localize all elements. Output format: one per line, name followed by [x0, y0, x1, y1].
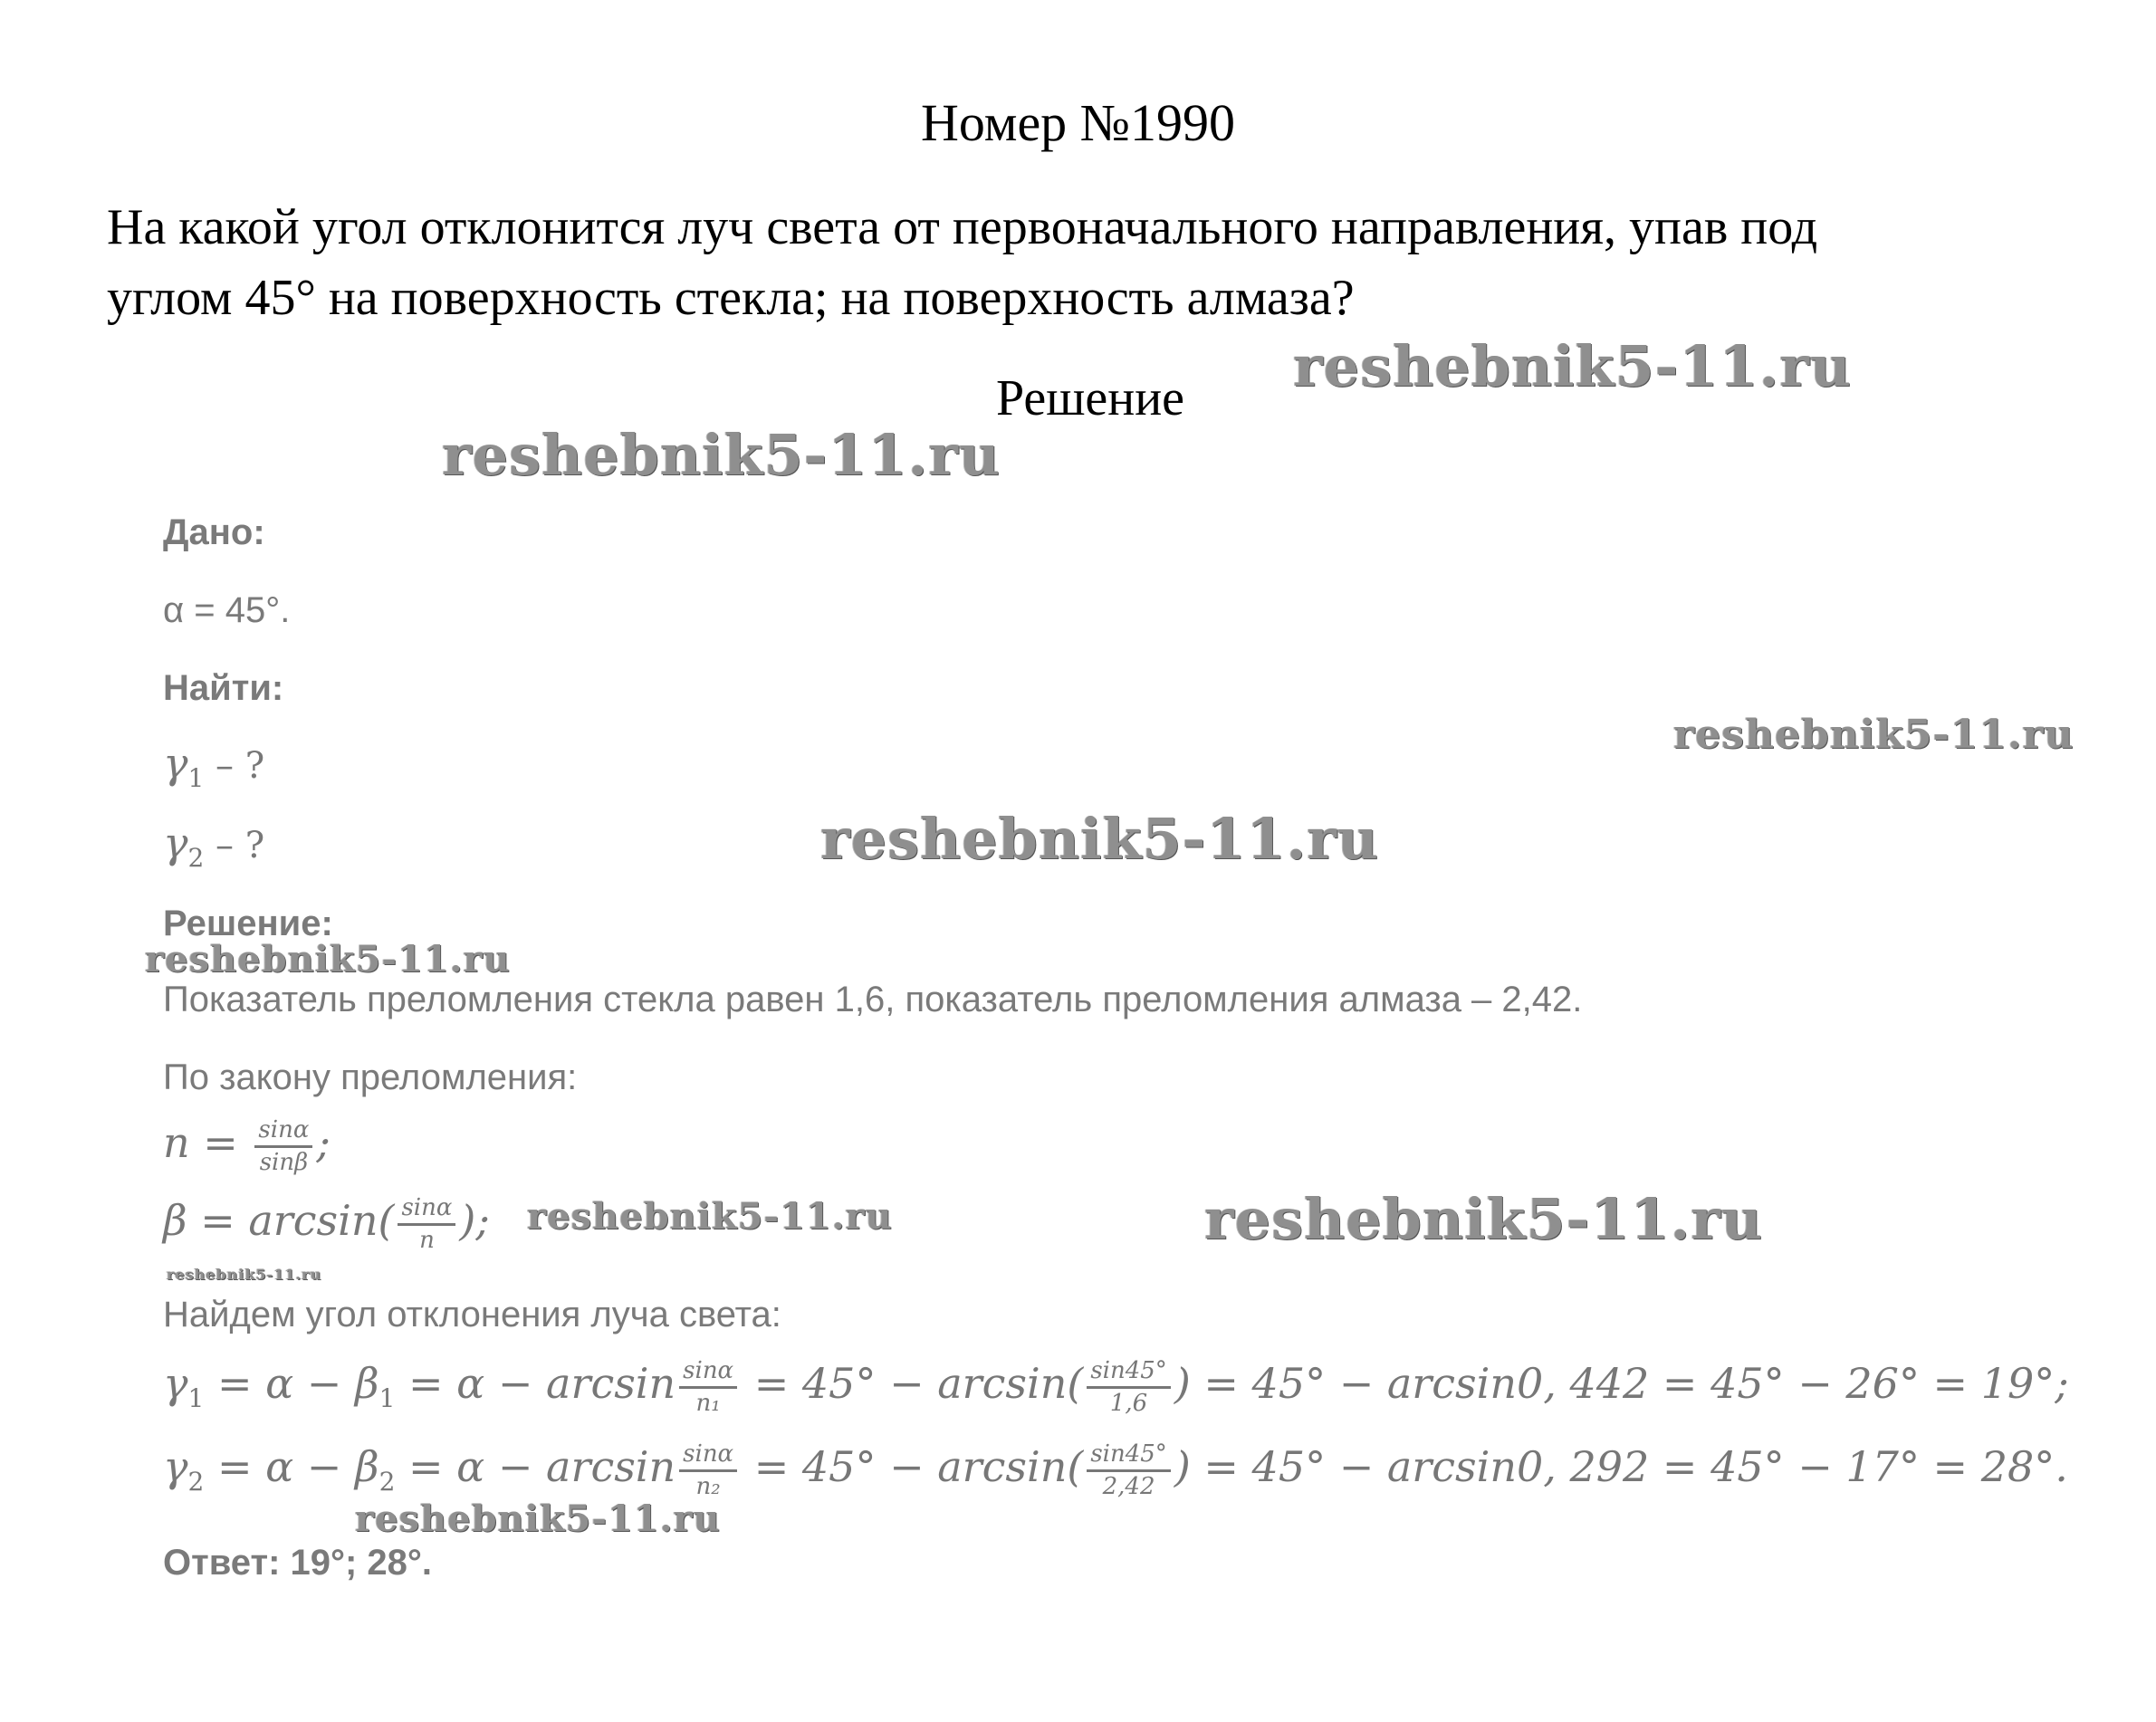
watermark: reshebnik5-11.ru	[1293, 333, 1852, 399]
formula-beta: β = arcsin( $\frac{\sin\alpha}{n}$ );	[163, 1194, 490, 1254]
formula-n: n = $\frac{\sin\alpha}{\sin\beta}$ ;	[163, 1116, 331, 1176]
watermark: reshebnik5-11.ru	[145, 938, 511, 981]
page-title: Номер №1990	[920, 93, 1236, 152]
solution-label: Решение:	[163, 904, 333, 943]
solution-heading: Решение	[996, 370, 1185, 426]
problem-line-1: На какой угол отклонится луч света от первоначального направления, упав под	[107, 199, 1818, 255]
find-label: Найти:	[163, 668, 284, 708]
watermark: reshebnik5-11.ru	[442, 422, 1001, 488]
watermark: reshebnik5-11.ru	[527, 1195, 893, 1238]
equation-gamma2: $\gamma_2 = \alpha - \beta_2 = \alpha - \arcsin$ $\frac{\sin\alpha}{\text{n₂}}$ = 45° − arcsin( $\frac{\sin 45^\circ}{2,42}$ ) = 45° − arcsin0, 292 = 45° − 17° = 28°.	[163, 1440, 2068, 1500]
find-gamma1: $\gamma_1$ – ?	[163, 739, 265, 793]
watermark: reshebnik5-11.ru	[1673, 712, 2075, 758]
answer-text: Ответ: 19°; 28°.	[163, 1543, 433, 1583]
refraction-law-text: По закону преломления:	[163, 1057, 578, 1097]
find-gamma2: $\gamma_2$ – ?	[163, 818, 265, 873]
watermark: reshebnik5-11.ru	[1204, 1186, 1763, 1252]
problem-line-2: углом 45° на поверхность стекла; на поверхность алмаза?	[107, 270, 1355, 326]
watermark: reshebnik5-11.ru	[820, 806, 1379, 872]
given-alpha: α = 45°.	[163, 590, 291, 630]
refractive-indices-text: Показатель преломления стекла равен 1,6, показатель преломления алмаза – 2,42.	[163, 980, 1583, 1019]
deviation-text: Найдем угол отклонения луча света:	[163, 1295, 781, 1335]
given-label: Дано:	[163, 512, 265, 552]
equation-gamma1: $\gamma_1 = \alpha - \beta_1 = \alpha - \arcsin$ $\frac{\sin\alpha}{\text{n₁}}$ = 45° − arcsin( $\frac{\sin 45^\circ}{1,6}$ ) = 45° − arcsin0, 442 = 45° − 26° = 19°;	[163, 1357, 2069, 1417]
watermark: reshebnik5-11.ru	[167, 1266, 322, 1283]
problem-statement	[107, 192, 1817, 333]
watermark: reshebnik5-11.ru	[355, 1497, 721, 1540]
